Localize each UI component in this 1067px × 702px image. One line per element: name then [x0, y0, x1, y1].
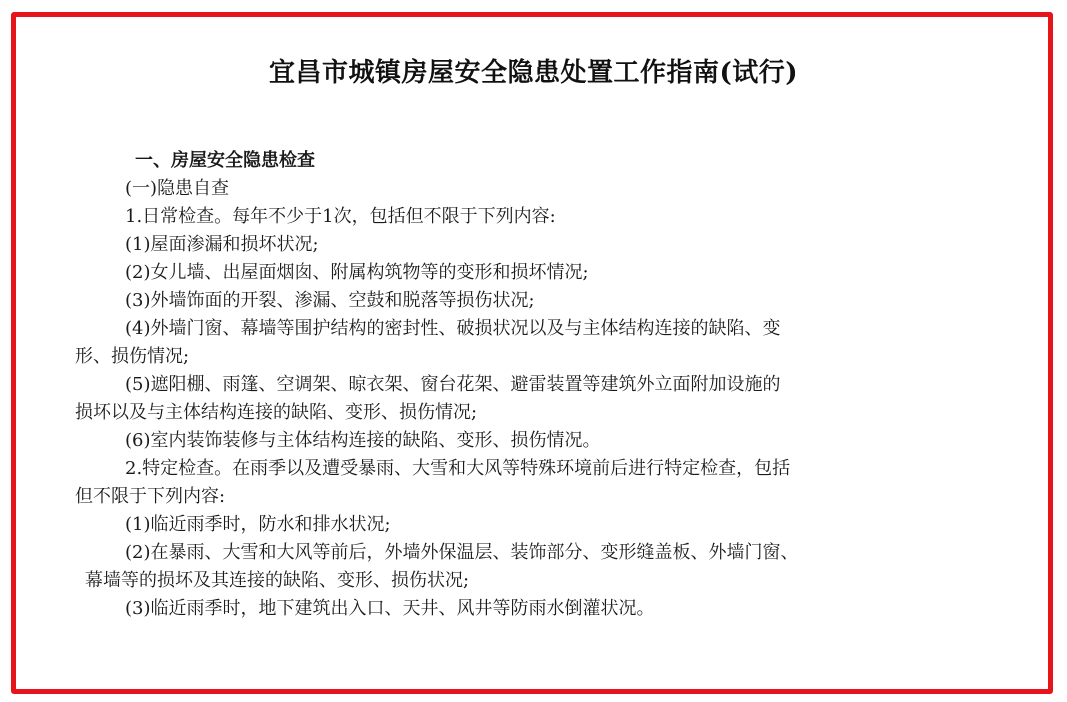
text-line: (6)室内装饰装修与主体结构连接的缺陷、变形、损伤情况。 — [125, 430, 601, 451]
document-body — [75, 147, 1000, 623]
text-line: (3)外墙饰面的开裂、渗漏、空鼓和脱落等损伤状况; — [125, 290, 535, 311]
text-line: 幕墙等的损坏及其连接的缺陷、变形、损伤状况; — [85, 570, 470, 591]
text-line: (1)屋面渗漏和损坏状况; — [125, 234, 319, 255]
document-title: 宜昌市城镇房屋安全隐患处置工作指南(试行) — [268, 58, 799, 88]
text-line: (1)临近雨季时，防水和排水状况; — [125, 514, 391, 535]
subsection-heading: (一)隐患自查 — [125, 178, 230, 199]
text-line: (2)在暴雨、大雪和大风等前后，外墙外保温层、装饰部分、变形缝盖板、外墙门窗、 — [125, 542, 799, 563]
section-heading: 一、房屋安全隐患检查 — [135, 150, 315, 171]
text-line: 1.日常检查。每年不少于1次，包括但不限于下列内容: — [125, 206, 556, 227]
text-line: (3)临近雨季时，地下建筑出入口、天井、风井等防雨水倒灌状况。 — [125, 598, 655, 619]
text-line: (2)女儿墙、出屋面烟囱、附属构筑物等的变形和损坏情况; — [125, 262, 589, 283]
text-line: 2.特定检查。在雨季以及遭受暴雨、大雪和大风等特殊环境前后进行特定检查，包括 — [125, 458, 791, 479]
text-line: (5)遮阳棚、雨篷、空调架、晾衣架、窗台花架、避雷装置等建筑外立面附加设施的 — [125, 374, 781, 395]
text-line: 形、损伤情况; — [75, 346, 190, 367]
text-line: 损坏以及与主体结构连接的缺陷、变形、损伤情况; — [75, 402, 478, 423]
text-line: 但不限于下列内容: — [75, 486, 226, 507]
text-line: (4)外墙门窗、幕墙等围护结构的密封性、破损状况以及与主体结构连接的缺陷、变 — [125, 318, 781, 339]
